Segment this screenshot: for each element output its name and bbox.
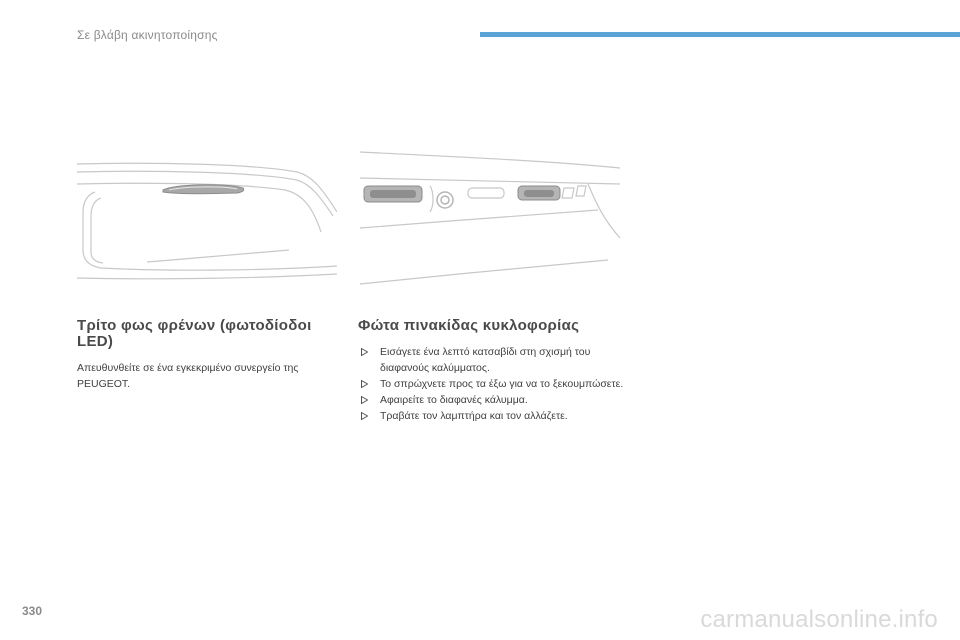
brake-light-title: Τρίτο φως φρένων (φωτοδίοδοι LED) xyxy=(77,317,312,350)
watermark-text: carmanualsonline.info xyxy=(700,606,938,633)
step-item xyxy=(358,376,638,392)
third-brake-light-illustration xyxy=(75,150,337,288)
step-arrow-icon xyxy=(361,396,368,404)
step-item xyxy=(358,344,638,376)
section-header: Σε βλάβη ακινητοποίησης xyxy=(77,28,218,42)
page-number: 330 xyxy=(22,604,43,618)
plate-lights-steps xyxy=(358,344,638,424)
brake-light-text: Απευθυνθείτε σε ένα εγκεκριμένο συνεργείο της PEUGEOT. xyxy=(77,362,299,390)
step-item xyxy=(358,392,638,408)
step-item xyxy=(358,408,638,424)
step-arrow-icon xyxy=(361,380,368,388)
step-text: Εισάγετε ένα λεπτό κατσαβίδι στη σχισμή του διαφανούς καλύμματος. xyxy=(380,346,591,374)
header-accent-bar xyxy=(480,32,960,37)
plate-lights-title: Φώτα πινακίδας κυκλοφορίας xyxy=(358,317,580,334)
plate-lights-section xyxy=(358,318,638,424)
step-text: Τραβάτε τον λαμπτήρα και τον αλλάζετε. xyxy=(380,410,568,422)
step-arrow-icon xyxy=(361,412,368,420)
step-text: Αφαιρείτε το διαφανές κάλυμμα. xyxy=(380,394,528,406)
number-plate-lights-illustration xyxy=(358,148,622,288)
step-arrow-icon xyxy=(361,348,368,356)
step-text: Το σπρώχνετε προς τα έξω για να το ξεκουμπώσετε. xyxy=(380,378,624,390)
brake-light-section xyxy=(77,318,337,392)
